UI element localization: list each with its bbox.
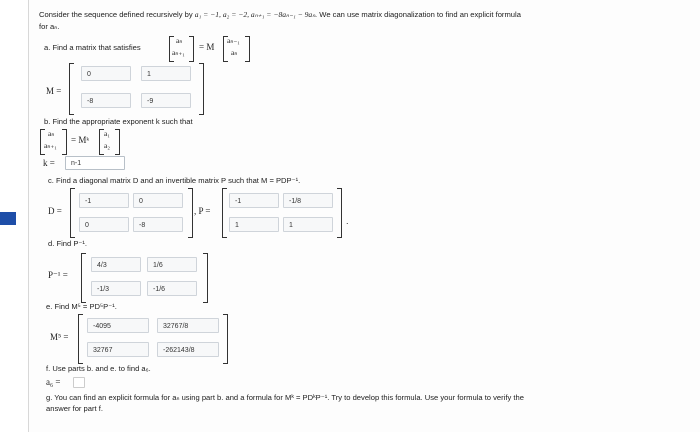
matrix-m-left-bracket xyxy=(69,63,74,115)
m-cell-1-2[interactable]: 1 xyxy=(141,66,191,81)
matrix-m5-right-bracket xyxy=(223,314,228,364)
m5-cell-1-2[interactable]: 32767/8 xyxy=(157,318,219,333)
matrix-p-label: , P = xyxy=(194,206,211,216)
part-a-lhs-right-bracket xyxy=(189,36,194,62)
part-g-line-2: answer for part f. xyxy=(46,404,103,413)
part-b-lhs-top: aₙ xyxy=(48,129,55,138)
part-a-lhs-top: aₙ xyxy=(176,36,183,45)
a6-input[interactable] xyxy=(73,377,85,388)
matrix-p-right-bracket xyxy=(337,188,342,238)
intro-tail: We can use matrix diagonalization to find an explicit formula xyxy=(319,10,521,19)
matrix-p-inv-label: P⁻¹ = xyxy=(48,270,68,280)
intro-line-1 xyxy=(39,10,521,20)
part-b-lhs-bottom: aₙ₊₁ xyxy=(44,141,57,150)
p-cell-1-1[interactable]: -1 xyxy=(229,193,279,208)
part-b-rhs-top: a₁ xyxy=(104,129,110,138)
part-e-prompt: e. Find M⁵ = PD⁵P⁻¹. xyxy=(46,302,117,311)
part-a-rhs-bottom: aₙ xyxy=(231,48,238,57)
left-edge-marker xyxy=(0,212,16,225)
m-cell-2-1[interactable]: -8 xyxy=(81,93,131,108)
matrix-d-label: D = xyxy=(48,206,62,216)
part-b-eq: = Mᵏ xyxy=(71,135,90,145)
p-inv-cell-2-1[interactable]: -1/3 xyxy=(91,281,141,296)
p-cell-2-1[interactable]: 1 xyxy=(229,217,279,232)
m-cell-2-2[interactable]: -9 xyxy=(141,93,191,108)
matrix-m5-label: M⁵ = xyxy=(50,332,69,342)
d-cell-1-2[interactable]: 0 xyxy=(133,193,183,208)
matrix-d-left-bracket xyxy=(70,188,75,238)
matrix-d-right-bracket xyxy=(188,188,193,238)
matrix-p-left-bracket xyxy=(222,188,227,238)
part-b-lhs-right-bracket xyxy=(62,129,67,155)
d-cell-1-1[interactable]: -1 xyxy=(79,193,129,208)
intro-text: Consider the sequence defined recursively by xyxy=(39,10,193,19)
part-a-prompt: a. Find a matrix that satisfies xyxy=(44,43,141,52)
part-b-rhs-right-bracket xyxy=(115,129,120,155)
d-cell-2-1[interactable]: 0 xyxy=(79,217,129,232)
m5-cell-2-2[interactable]: -262143/8 xyxy=(157,342,219,357)
p-cell-1-2[interactable]: -1/8 xyxy=(283,193,333,208)
a6-label: a₆ = xyxy=(46,377,61,387)
part-c-prompt: c. Find a diagonal matrix D and an invertible matrix P such that M = PDP⁻¹. xyxy=(48,176,301,185)
part-a-eq: = M xyxy=(199,42,215,52)
m5-cell-2-1[interactable]: 32767 xyxy=(87,342,149,357)
part-d-prompt: d. Find P⁻¹. xyxy=(48,239,88,248)
p-cell-2-2[interactable]: 1 xyxy=(283,217,333,232)
matrix-m-label: M = xyxy=(46,86,62,96)
part-c-period: . xyxy=(346,216,349,226)
m5-cell-1-1[interactable]: -4095 xyxy=(87,318,149,333)
part-g-line-1: g. You can find an explicit formula for aₙ using part b. and a formula for Mᵏ = PDᵏP⁻¹. Try to develop this formula. Use your formula to verify the xyxy=(46,393,524,402)
intro-recurrence: a₁ = −1, a₂ = −2, aₙ₊₁ = −8aₙ₋₁ − 9aₙ. xyxy=(194,10,318,19)
part-f-prompt: f. Use parts b. and e. to find a₆. xyxy=(46,364,151,373)
p-inv-cell-2-2[interactable]: -1/6 xyxy=(147,281,197,296)
p-inv-cell-1-2[interactable]: 1/6 xyxy=(147,257,197,272)
part-a-lhs-bottom: aₙ₊₁ xyxy=(172,48,185,57)
part-a-rhs-right-bracket xyxy=(245,36,250,62)
p-inv-cell-1-1[interactable]: 4/3 xyxy=(91,257,141,272)
question-panel xyxy=(28,0,700,432)
m-cell-1-1[interactable]: 0 xyxy=(81,66,131,81)
matrix-p-inv-left-bracket xyxy=(81,253,86,303)
part-b-rhs-bottom: a₂ xyxy=(104,141,110,150)
k-label: k = xyxy=(43,158,55,168)
k-input[interactable]: n-1 xyxy=(65,156,125,170)
intro-line-2: for aₙ. xyxy=(39,22,60,31)
matrix-p-inv-right-bracket xyxy=(203,253,208,303)
matrix-m-right-bracket xyxy=(199,63,204,115)
d-cell-2-2[interactable]: -8 xyxy=(133,217,183,232)
matrix-m5-left-bracket xyxy=(78,314,83,364)
part-b-prompt: b. Find the appropriate exponent k such that xyxy=(44,117,193,126)
part-a-rhs-top: aₙ₋₁ xyxy=(227,36,240,45)
